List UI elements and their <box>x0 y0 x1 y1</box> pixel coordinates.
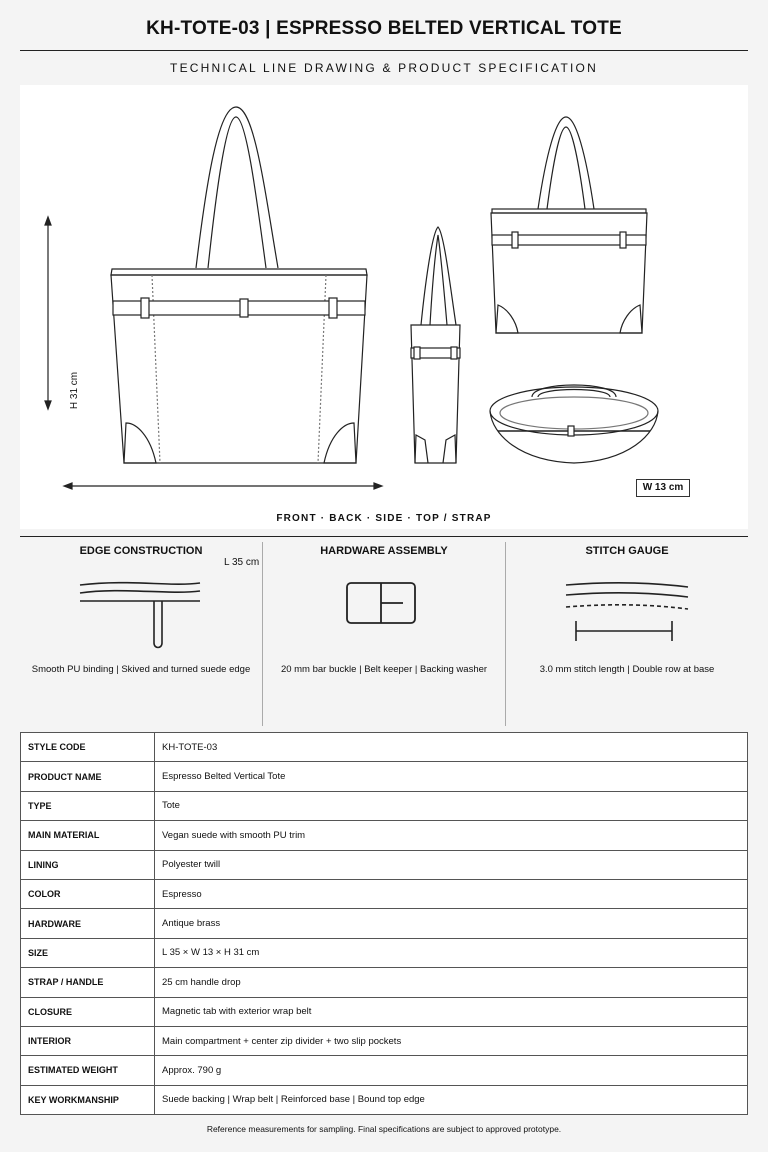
table-row <box>21 762 748 791</box>
spec-label: COLOR <box>21 879 155 908</box>
height-dimension-label: H 31 cm <box>69 371 81 410</box>
spec-value: Espresso <box>155 879 748 908</box>
spec-label: HARDWARE <box>21 909 155 938</box>
spec-label: SIZE <box>21 938 155 967</box>
detail-title: HARDWARE ASSEMBLY <box>320 545 448 557</box>
back-view-drawing <box>491 117 647 333</box>
views-caption: FRONT · BACK · SIDE · TOP / STRAP <box>276 513 492 524</box>
front-view-drawing <box>111 107 367 463</box>
side-view-drawing <box>411 227 460 463</box>
detail-caption: 20 mm bar buckle | Belt keeper | Backing washer <box>280 664 488 675</box>
detail-title: EDGE CONSTRUCTION <box>79 545 203 557</box>
spec-value: Espresso Belted Vertical Tote <box>155 762 748 791</box>
spec-label: STRAP / HANDLE <box>21 968 155 997</box>
spec-value: L 35 × W 13 × H 31 cm <box>155 938 748 967</box>
table-row <box>21 1085 748 1114</box>
table-row <box>21 997 748 1026</box>
top-view-drawing <box>490 385 658 463</box>
detail-title: STITCH GAUGE <box>585 545 669 557</box>
detail-caption: 3.0 mm stitch length | Double row at base <box>539 664 715 675</box>
table-row <box>21 879 748 908</box>
length-dimension-label: L 35 cm <box>224 557 260 568</box>
table-row <box>21 733 748 762</box>
table-row <box>21 1056 748 1085</box>
width-dimension-badge: W 13 cm <box>636 479 690 497</box>
spec-value: Suede backing | Wrap belt | Reinforced base | Bound top edge <box>155 1085 748 1114</box>
spec-label: STYLE CODE <box>21 733 155 762</box>
footnote: Reference measurements for sampling. Final specifications are subject to approved prototype. <box>206 1124 562 1134</box>
edge-construction-icon <box>20 573 262 653</box>
spec-label: CLOSURE <box>21 997 155 1026</box>
spec-label: INTERIOR <box>21 1026 155 1055</box>
table-row <box>21 791 748 820</box>
spec-value: Antique brass <box>155 909 748 938</box>
height-dimension-line <box>45 217 51 409</box>
detail-caption: Smooth PU binding | Skived and turned suede edge <box>31 664 251 675</box>
spec-label: ESTIMATED WEIGHT <box>21 1056 155 1085</box>
specification-table <box>20 732 748 1115</box>
table-row <box>21 968 748 997</box>
spec-value: Polyester twill <box>155 850 748 879</box>
buckle-icon <box>263 573 505 653</box>
spec-label: LINING <box>21 850 155 879</box>
spec-label: TYPE <box>21 791 155 820</box>
table-row <box>21 821 748 850</box>
table-row <box>21 909 748 938</box>
spec-value: Approx. 790 g <box>155 1056 748 1085</box>
spec-value: Magnetic tab with exterior wrap belt <box>155 997 748 1026</box>
table-row <box>21 850 748 879</box>
detail-stitch-gauge <box>506 537 748 725</box>
spec-value: Tote <box>155 791 748 820</box>
table-row <box>21 938 748 967</box>
length-dimension-line <box>64 483 382 489</box>
spec-label: PRODUCT NAME <box>21 762 155 791</box>
page-subtitle: TECHNICAL LINE DRAWING & PRODUCT SPECIFICATION <box>170 61 598 75</box>
spec-value: KH-TOTE-03 <box>155 733 748 762</box>
page-title: KH-TOTE-03 | ESPRESSO BELTED VERTICAL TOTE <box>146 18 622 39</box>
spec-label: KEY WORKMANSHIP <box>21 1085 155 1114</box>
detail-hardware-assembly <box>263 537 505 725</box>
detail-edge-construction <box>20 537 262 725</box>
stitch-gauge-icon <box>506 573 748 653</box>
spec-label: MAIN MATERIAL <box>21 821 155 850</box>
spec-value: Vegan suede with smooth PU trim <box>155 821 748 850</box>
table-row <box>21 1026 748 1055</box>
header-divider <box>20 50 748 51</box>
spec-value: 25 cm handle drop <box>155 968 748 997</box>
spec-value: Main compartment + center zip divider + two slip pockets <box>155 1026 748 1055</box>
